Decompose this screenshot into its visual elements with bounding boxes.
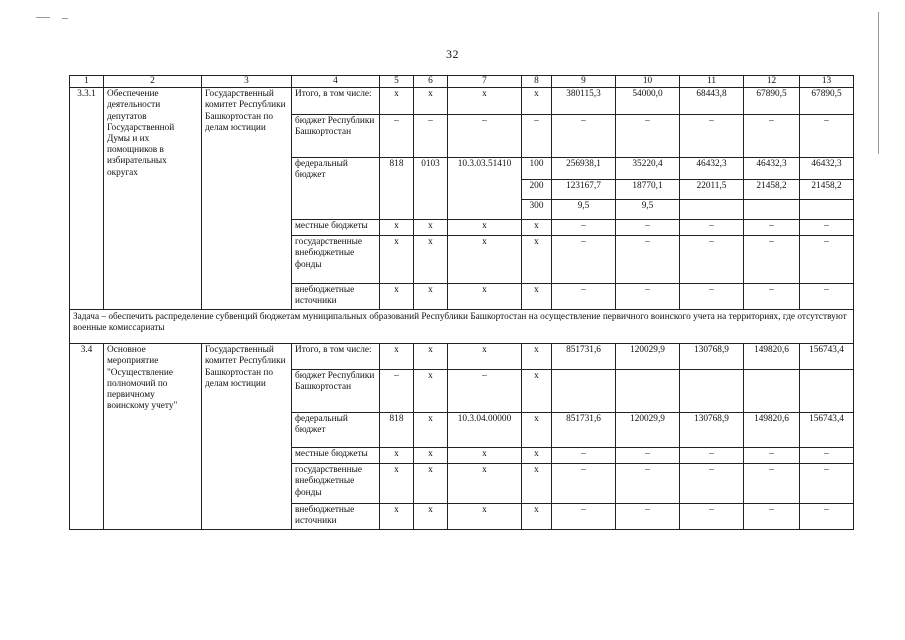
- page-number: 32: [446, 47, 459, 61]
- header-row: [70, 76, 854, 88]
- header-cell: 10: [616, 76, 680, 88]
- value-cell: 256938,1: [552, 158, 616, 180]
- code-cell: x: [414, 220, 448, 236]
- value-cell: 35220,4: [616, 158, 680, 180]
- value-cell: –: [680, 504, 744, 530]
- value-cell: –: [616, 504, 680, 530]
- code-cell: x: [522, 413, 552, 448]
- value-cell: –: [616, 220, 680, 236]
- value-cell: 130768,9: [680, 344, 744, 370]
- value-cell: –: [616, 448, 680, 464]
- code-cell: –: [380, 370, 414, 413]
- code-cell: –: [448, 370, 522, 413]
- scan-mark: [36, 17, 50, 18]
- value-cell: 18770,1: [616, 180, 680, 200]
- code-cell: x: [448, 236, 522, 284]
- value-cell: 21458,2: [744, 180, 800, 200]
- code-cell: x: [448, 448, 522, 464]
- value-cell: –: [800, 284, 854, 310]
- value-cell: 22011,5: [680, 180, 744, 200]
- source-label: федеральный бюджет: [292, 158, 380, 220]
- value-cell: –: [680, 220, 744, 236]
- code-cell: x: [380, 504, 414, 530]
- table-row: [70, 344, 854, 370]
- code-cell: 10.3.03.51410: [448, 158, 522, 220]
- code-cell: x: [380, 464, 414, 504]
- code-cell: x: [522, 504, 552, 530]
- header-cell: 9: [552, 76, 616, 88]
- value-cell: [744, 200, 800, 220]
- code-cell: x: [522, 284, 552, 310]
- code-cell: x: [414, 236, 448, 284]
- code-cell: x: [522, 236, 552, 284]
- value-cell: –: [552, 504, 616, 530]
- value-cell: –: [616, 115, 680, 158]
- code-cell: –: [448, 115, 522, 158]
- value-cell: 67890,5: [744, 88, 800, 115]
- code-cell: x: [522, 464, 552, 504]
- source-label: внебюджетные источники: [292, 284, 380, 310]
- source-label: Итого, в том числе:: [292, 88, 380, 115]
- code-cell: –: [522, 115, 552, 158]
- value-cell: –: [800, 464, 854, 504]
- code-cell: 200: [522, 180, 552, 200]
- table-row: [70, 88, 854, 115]
- source-label: государственные внебюджетные фонды: [292, 236, 380, 284]
- value-cell: 46432,3: [800, 158, 854, 180]
- executor: Государственный комитет Республики Башкортостан по делам юстиции: [202, 344, 292, 530]
- budget-table: [69, 75, 854, 530]
- value-cell: 68443,8: [680, 88, 744, 115]
- value-cell: 9,5: [616, 200, 680, 220]
- code-cell: x: [448, 344, 522, 370]
- scan-mark: [62, 18, 68, 19]
- value-cell: –: [744, 284, 800, 310]
- task-text: Задача – обеспечить распределение субвенций бюджетам муниципальных образований Республики Башкортостан на осуществление первичного воинского учета на территориях, где отсутствуют военные комиссариаты: [70, 310, 854, 344]
- code-cell: 818: [380, 158, 414, 220]
- value-cell: –: [552, 236, 616, 284]
- measure-name: Обеспечение деятельности депутатов Государственной Думы и их помощников в избирательных округах: [104, 88, 202, 310]
- source-label: местные бюджеты: [292, 220, 380, 236]
- code-cell: x: [522, 344, 552, 370]
- header-cell: 11: [680, 76, 744, 88]
- value-cell: [800, 200, 854, 220]
- code-cell: x: [522, 220, 552, 236]
- header-cell: 2: [104, 76, 202, 88]
- value-cell: 149820,6: [744, 344, 800, 370]
- code-cell: x: [414, 284, 448, 310]
- value-cell: –: [680, 236, 744, 284]
- value-cell: –: [800, 504, 854, 530]
- value-cell: –: [744, 220, 800, 236]
- value-cell: 54000,0: [616, 88, 680, 115]
- value-cell: –: [552, 220, 616, 236]
- measure-number: 3.4: [70, 344, 104, 530]
- value-cell: –: [744, 464, 800, 504]
- value-cell: –: [616, 284, 680, 310]
- value-cell: –: [800, 220, 854, 236]
- executor: Государственный комитет Республики Башкортостан по делам юстиции: [202, 88, 292, 310]
- value-cell: –: [680, 464, 744, 504]
- value-cell: 130768,9: [680, 413, 744, 448]
- value-cell: [680, 370, 744, 413]
- value-cell: 46432,3: [680, 158, 744, 180]
- header-cell: 3: [202, 76, 292, 88]
- source-label: бюджет Республики Башкортостан: [292, 370, 380, 413]
- source-label: местные бюджеты: [292, 448, 380, 464]
- code-cell: x: [448, 504, 522, 530]
- code-cell: x: [414, 464, 448, 504]
- value-cell: [616, 370, 680, 413]
- code-cell: x: [414, 504, 448, 530]
- value-cell: –: [800, 448, 854, 464]
- value-cell: –: [744, 448, 800, 464]
- source-label: Итого, в том числе:: [292, 344, 380, 370]
- code-cell: 300: [522, 200, 552, 220]
- code-cell: x: [448, 220, 522, 236]
- value-cell: [680, 200, 744, 220]
- value-cell: –: [744, 115, 800, 158]
- code-cell: x: [522, 448, 552, 464]
- value-cell: 156743,4: [800, 413, 854, 448]
- code-cell: x: [414, 88, 448, 115]
- header-cell: 13: [800, 76, 854, 88]
- value-cell: [744, 370, 800, 413]
- value-cell: 120029,9: [616, 413, 680, 448]
- code-cell: 0103: [414, 158, 448, 220]
- code-cell: x: [448, 88, 522, 115]
- header-cell: 4: [292, 76, 380, 88]
- value-cell: 46432,3: [744, 158, 800, 180]
- measure-name: Основное мероприятие "Осуществление полномочий по первичному воинскому учету": [104, 344, 202, 530]
- code-cell: x: [380, 448, 414, 464]
- code-cell: x: [380, 88, 414, 115]
- value-cell: –: [680, 115, 744, 158]
- source-label: федеральный бюджет: [292, 413, 380, 448]
- value-cell: –: [744, 236, 800, 284]
- task-row: [70, 310, 854, 344]
- value-cell: 120029,9: [616, 344, 680, 370]
- value-cell: –: [800, 236, 854, 284]
- scan-mark: [878, 12, 879, 154]
- header-cell: 6: [414, 76, 448, 88]
- source-label: внебюджетные источники: [292, 504, 380, 530]
- code-cell: x: [522, 88, 552, 115]
- code-cell: x: [414, 370, 448, 413]
- value-cell: 123167,7: [552, 180, 616, 200]
- header-cell: 8: [522, 76, 552, 88]
- source-label: государственные внебюджетные фонды: [292, 464, 380, 504]
- code-cell: x: [448, 284, 522, 310]
- code-cell: x: [414, 413, 448, 448]
- code-cell: 100: [522, 158, 552, 180]
- header-cell: 5: [380, 76, 414, 88]
- header-cell: 12: [744, 76, 800, 88]
- code-cell: x: [448, 464, 522, 504]
- value-cell: –: [552, 448, 616, 464]
- code-cell: 818: [380, 413, 414, 448]
- value-cell: –: [744, 504, 800, 530]
- value-cell: –: [680, 448, 744, 464]
- code-cell: x: [414, 344, 448, 370]
- source-label: бюджет Республики Башкортостан: [292, 115, 380, 158]
- value-cell: 149820,6: [744, 413, 800, 448]
- value-cell: –: [680, 284, 744, 310]
- value-cell: [800, 370, 854, 413]
- code-cell: x: [380, 284, 414, 310]
- value-cell: 156743,4: [800, 344, 854, 370]
- code-cell: –: [414, 115, 448, 158]
- code-cell: x: [380, 236, 414, 284]
- code-cell: x: [522, 370, 552, 413]
- value-cell: –: [552, 284, 616, 310]
- value-cell: –: [800, 115, 854, 158]
- value-cell: 851731,6: [552, 344, 616, 370]
- header-cell: 7: [448, 76, 522, 88]
- value-cell: 380115,3: [552, 88, 616, 115]
- code-cell: x: [380, 344, 414, 370]
- value-cell: –: [552, 464, 616, 504]
- measure-number: 3.3.1: [70, 88, 104, 310]
- value-cell: –: [616, 464, 680, 504]
- code-cell: x: [380, 220, 414, 236]
- value-cell: [552, 370, 616, 413]
- value-cell: –: [552, 115, 616, 158]
- value-cell: 9,5: [552, 200, 616, 220]
- code-cell: –: [380, 115, 414, 158]
- value-cell: 21458,2: [800, 180, 854, 200]
- value-cell: –: [616, 236, 680, 284]
- code-cell: 10.3.04.00000: [448, 413, 522, 448]
- value-cell: 67890,5: [800, 88, 854, 115]
- header-cell: 1: [70, 76, 104, 88]
- code-cell: x: [414, 448, 448, 464]
- value-cell: 851731,6: [552, 413, 616, 448]
